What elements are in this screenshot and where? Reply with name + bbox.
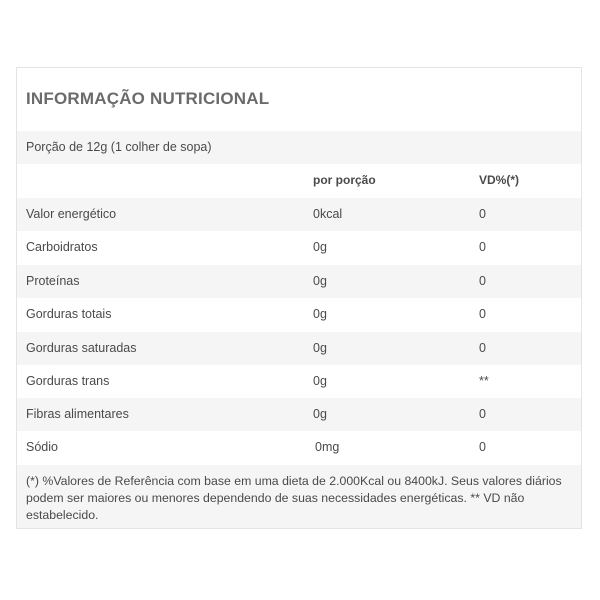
nutrient-name: Proteínas bbox=[26, 274, 80, 288]
footnote: (*) %Valores de Referência com base em uma dieta de 2.000Kcal ou 8400kJ. Seus valores diários podem ser maiores ou menores dependendo de suas necessidades energéticas. ** VD não estabelecido. bbox=[17, 465, 581, 528]
table-row bbox=[17, 332, 581, 365]
nutrient-name: Sódio bbox=[26, 440, 58, 454]
table-row bbox=[17, 431, 581, 464]
nutrient-name: Gorduras trans bbox=[26, 374, 110, 388]
table-header-row bbox=[17, 164, 581, 197]
nutrient-name: Valor energético bbox=[26, 207, 117, 221]
nutrient-amount: 0g bbox=[313, 407, 327, 421]
nutrient-dv: 0 bbox=[479, 240, 486, 254]
nutrient-dv: 0 bbox=[479, 341, 486, 355]
nutrient-name: Carboidratos bbox=[26, 240, 98, 254]
table-row bbox=[17, 365, 581, 398]
table-row bbox=[17, 231, 581, 264]
nutrient-amount: 0mg bbox=[315, 440, 340, 454]
nutrient-name: Gorduras saturadas bbox=[26, 341, 137, 355]
nutrient-amount: 0g bbox=[313, 374, 327, 388]
nutrient-dv: ** bbox=[479, 374, 489, 388]
nutrient-dv: 0 bbox=[479, 440, 486, 454]
nutrient-dv: 0 bbox=[479, 407, 486, 421]
nutrient-name: Fibras alimentares bbox=[26, 407, 129, 421]
nutrient-amount: 0g bbox=[313, 341, 327, 355]
serving-size: Porção de 12g (1 colher de sopa) bbox=[26, 140, 212, 154]
serving-row bbox=[17, 131, 581, 164]
nutrition-title: INFORMAÇÃO NUTRICIONAL bbox=[26, 89, 270, 108]
table-row bbox=[17, 398, 581, 431]
nutrient-amount: 0g bbox=[313, 307, 327, 321]
table-row bbox=[17, 298, 581, 331]
nutrient-amount: 0g bbox=[313, 240, 327, 254]
nutrient-name: Gorduras totais bbox=[26, 307, 112, 321]
nutrient-amount: 0g bbox=[313, 274, 327, 288]
nutrient-amount: 0kcal bbox=[313, 207, 343, 221]
nutrient-dv: 0 bbox=[479, 307, 486, 321]
table-row bbox=[17, 265, 581, 298]
table-row bbox=[17, 198, 581, 231]
nutrition-facts-panel bbox=[16, 67, 582, 529]
column-header-amount: por porção bbox=[313, 173, 376, 187]
nutrient-dv: 0 bbox=[479, 207, 486, 221]
column-header-dv: VD%(*) bbox=[479, 173, 520, 187]
nutrient-dv: 0 bbox=[479, 274, 486, 288]
